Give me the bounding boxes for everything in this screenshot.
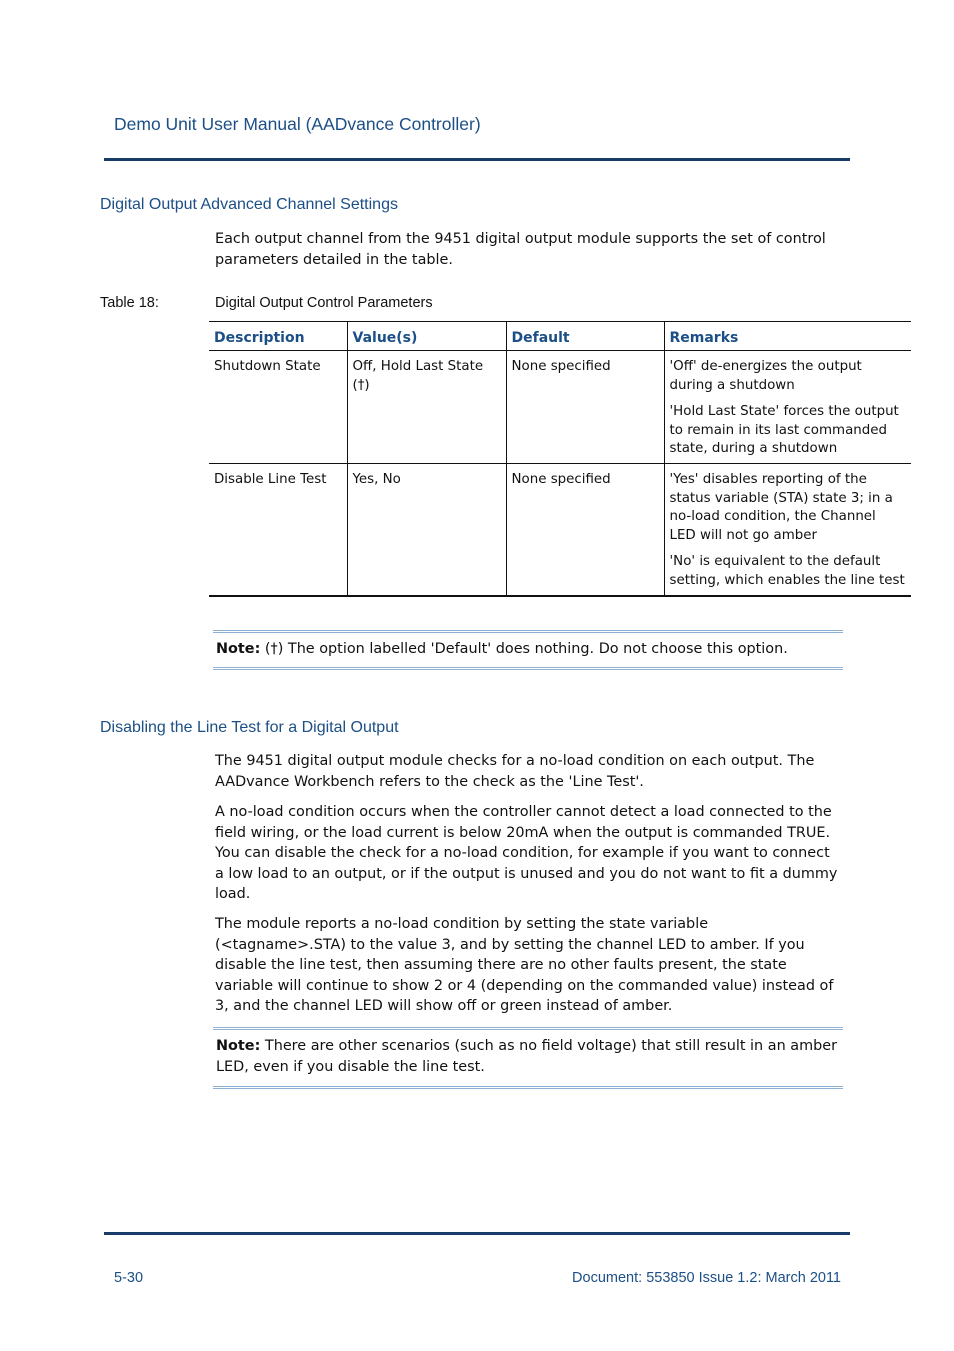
note-label: Note: — [216, 641, 261, 657]
column-header-remarks: Remarks — [664, 322, 911, 351]
parameters-table — [209, 321, 911, 597]
cell-description: Shutdown State — [209, 351, 347, 464]
remark-text: 'Off' de-energizes the output during a shutdown — [669, 359, 862, 393]
note-label: Note: — [216, 1038, 261, 1054]
note-box-amber-led — [213, 1027, 843, 1089]
remark-text: 'Yes' disables reporting of the status variable (STA) state 3; in a no-load condition, the Channel LED will not go amber — [669, 472, 893, 543]
table-row — [209, 351, 911, 464]
table-label: Table 18: — [100, 295, 159, 311]
cell-default: None specified — [506, 351, 664, 464]
column-header-default: Default — [506, 322, 664, 351]
intro-paragraph: Each output channel from the 9451 digital output module supports the set of control parameters detailed in the table. — [215, 231, 826, 268]
note-text: (†) The option labelled 'Default' does nothing. Do not choose this option. — [260, 641, 788, 657]
cell-values: Off, Hold Last State (†) — [347, 351, 506, 464]
section-heading-advanced-settings: Digital Output Advanced Channel Settings — [100, 196, 398, 213]
cell-remarks — [664, 464, 911, 596]
cell-description: Disable Line Test — [209, 464, 347, 596]
cell-values: Yes, No — [347, 464, 506, 596]
header-rule — [104, 158, 850, 161]
cell-default: None specified — [506, 464, 664, 596]
document-reference: Document: 553850 Issue 1.2: March 2011 — [572, 1270, 841, 1286]
remark-text: 'No' is equivalent to the default setting, which enables the line test — [669, 554, 905, 588]
cell-remarks — [664, 351, 911, 464]
table-title: Digital Output Control Parameters — [215, 295, 433, 311]
table-header-row — [209, 322, 911, 351]
page-number: 5-30 — [114, 1270, 144, 1286]
column-header-values: Value(s) — [347, 322, 506, 351]
note-box-default-option — [213, 630, 843, 670]
paragraph-state-variable: The module reports a no-load condition by setting the state variable (<tagname>.STA) to the value 3, and by setting the channel LED to amber. If you disable the line test, then assuming there are no other faults present, the state variable will continue to show 2 or 4 (depending on the commanded value) instead of 3, and the channel LED will show off or green instead of amber. — [215, 916, 834, 1014]
remark-text: 'Hold Last State' forces the output to remain in its last commanded state, during a shutdown — [669, 404, 899, 456]
section-heading-line-test: Disabling the Line Test for a Digital Output — [100, 719, 399, 736]
note-text: There are other scenarios (such as no field voltage) that still result in an amber LED, even if you disable the line test. — [216, 1038, 837, 1075]
paragraph-line-test-intro: The 9451 digital output module checks for a no-load condition on each output. The AADvance Workbench refers to the check as the 'Line Test'. — [215, 753, 815, 790]
running-header-title: Demo Unit User Manual (AADvance Controller) — [114, 114, 481, 134]
table-row — [209, 464, 911, 596]
column-header-description: Description — [209, 322, 347, 351]
paragraph-no-load-condition: A no-load condition occurs when the controller cannot detect a load connected to the field wiring, or the load current is below 20mA when the output is commanded TRUE. You can disable the check for a no-load condition, for example if you want to connect a low load to an output, or if the output is unused and you do not want to fit a dummy load. — [215, 804, 838, 902]
footer-rule — [104, 1232, 850, 1235]
